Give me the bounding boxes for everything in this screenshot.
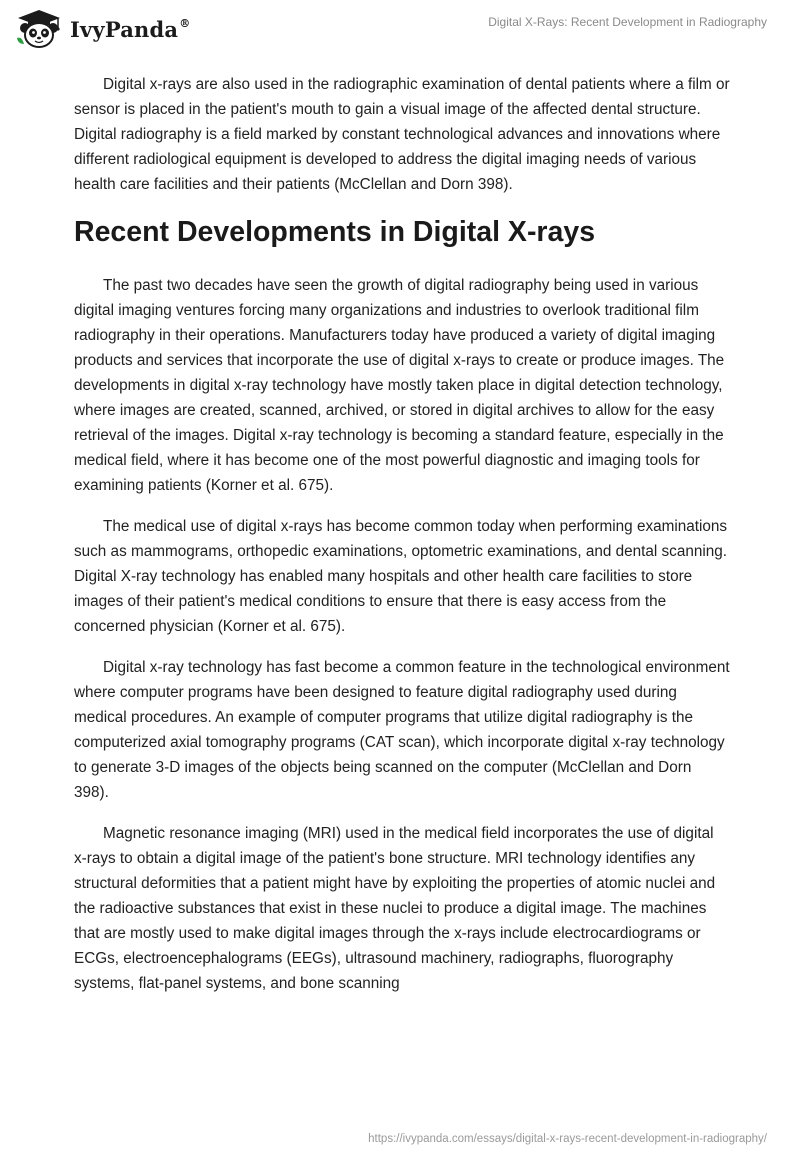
brand-logo[interactable] xyxy=(14,8,190,50)
paragraph-1: The past two decades have seen the growth of digital radiography being used in various digital imaging ventures forcing many organizations and industries to overlook traditional film radiography in their operations. Manufacturers today have produced a variety of digital imaging products and services that incorporate the use of digital x-rays to create or produce images. The developments in digital x-ray technology have mostly taken place in digital detection technology, where images are created, scanned, archived, or stored in digital archives to allow for the easy retrieval of the images. Digital x-ray technology is becoming a standard feature, especially in the medical field, where it has become one of the most powerful diagnostic and imaging tools for examining patients (Korner et al. 675). xyxy=(74,277,725,494)
source-url[interactable]: https://ivypanda.com/essays/digital-x-rays-recent-development-in-radiography/ xyxy=(368,1133,767,1145)
brand-name: IvyPanda® xyxy=(70,16,191,42)
paragraph-2: The medical use of digital x-rays has become common today when performing examinations such as mammograms, orthopedic examinations, optometric examinations, and dental scanning. Digital X-ray technology has enabled many hospitals and other health care facilities to store images of their patient's medical conditions to ensure that there is easy access from the concerned physician (Korner et al. 675). xyxy=(74,518,728,635)
paragraph-4: Magnetic resonance imaging (MRI) used in the medical field incorporates the use of digital x-rays to obtain a digital image of the patient's bone structure. MRI technology identifies any structural deformities that a patient might have by exploiting the properties of atomic nuclei and the radioactive substances that exist in these nuclei to produce a digital image. The machines that are mostly used to make digital images through the x-rays include electrocardiograms or ECGs, electroencephalograms (EEGs), ultrasound machinery, radiographs, fluorography systems, flat-panel systems, and bone scanning xyxy=(74,825,716,992)
registered-mark: ® xyxy=(179,16,191,30)
page-header xyxy=(0,0,800,60)
intro-paragraph: Digital x-rays are also used in the radiographic examination of dental patients where a film or sensor is placed in the patient's mouth to gain a visual image of the affected dental structure. Digital radiography is a field marked by constant technological advances and innovations where different radiological equipment is developed to address the digital imaging needs of various health care facilities and their patients (McClellan and Dorn 398). xyxy=(74,76,730,193)
section-heading: Recent Developments in Digital X-rays xyxy=(74,216,596,248)
document-title: Digital X-Rays: Recent Development in Radiography xyxy=(488,15,767,29)
panda-graduate-icon xyxy=(14,8,64,50)
paragraph-3: Digital x-ray technology has fast become a common feature in the technological environment where computer programs have been designed to feature digital radiography used during medical procedures. An example of computer programs that utilize digital radiography is the computerized axial tomography programs (CAT scan), which incorporate digital x-ray technology to generate 3-D images of the objects being scanned on the computer (McClellan and Dorn 398). xyxy=(74,659,730,801)
essay-content xyxy=(74,72,730,1012)
